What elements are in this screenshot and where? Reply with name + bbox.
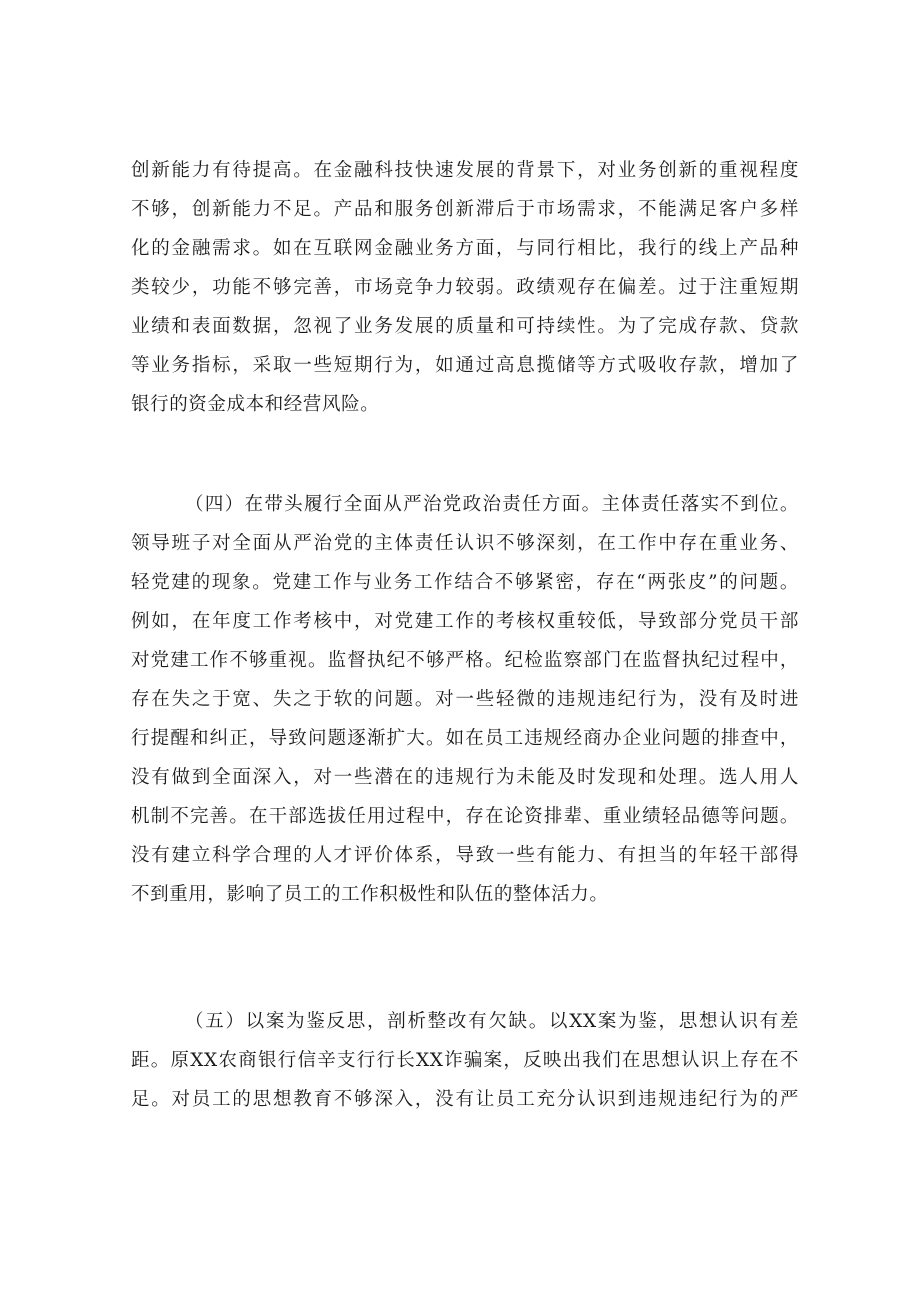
text-line: （四）在带头履行全面从严治党政治责任方面。主体责任落实不到位。 xyxy=(185,494,799,515)
text-line: 银行的资金成本和经营风险。 xyxy=(131,394,380,415)
text-line: 没有做到全面深入，对一些潜在的违规行为未能及时发现和处理。选人用人 xyxy=(131,767,799,788)
text-line: 机制不完善。在干部选拔任用过程中，存在论资排辈、重业绩轻品德等问题。 xyxy=(131,806,799,827)
text-line: 等业务指标，采取一些短期行为，如通过高息揽储等方式吸收存款，增加了 xyxy=(131,355,799,376)
paragraph-section-four xyxy=(131,485,799,914)
text-line: 例如，在年度工作考核中，对党建工作的考核权重较低，导致部分党员干部 xyxy=(131,611,799,632)
text-line: 行提醒和纠正，导致问题逐渐扩大。如在员工违规经商办企业问题的排查中， xyxy=(131,728,799,749)
text-line: 轻党建的现象。党建工作与业务工作结合不够紧密，存在“两张皮”的问题。 xyxy=(131,572,799,593)
text-line: 存在失之于宽、失之于软的问题。对一些轻微的违规违纪行为，没有及时进 xyxy=(131,689,799,710)
text-line: 业绩和表面数据，忽视了业务发展的质量和可持续性。为了完成存款、贷款 xyxy=(131,316,799,337)
text-line: 不够，创新能力不足。产品和服务创新滞后于市场需求，不能满足客户多样 xyxy=(131,199,799,220)
text-line: 创新能力有待提高。在金融科技快速发展的背景下，对业务创新的重视程度 xyxy=(131,160,799,181)
text-line: 没有建立科学合理的人才评价体系，导致一些有能力、有担当的年轻干部得 xyxy=(131,845,799,866)
text-line: 足。对员工的思想教育不够深入，没有让员工充分认识到违规违纪行为的严 xyxy=(131,1089,799,1110)
text-line: 对党建工作不够重视。监督执纪不够严格。纪检监察部门在监督执纪过程中， xyxy=(131,650,799,671)
text-line: 距。原XX农商银行信辛支行行长XX诈骗案，反映出我们在思想认识上存在不 xyxy=(131,1050,799,1071)
text-line: 领导班子对全面从严治党的主体责任认识不够深刻，在工作中存在重业务、 xyxy=(131,533,799,554)
text-line: 类较少，功能不够完善，市场竞争力较弱。政绩观存在偏差。过于注重短期 xyxy=(131,277,799,298)
text-line: 不到重用，影响了员工的工作积极性和队伍的整体活力。 xyxy=(131,884,609,905)
paragraph-section-five xyxy=(131,1002,799,1119)
text-line: 化的金融需求。如在互联网金融业务方面，与同行相比，我行的线上产品种 xyxy=(131,238,799,259)
paragraph-innovation xyxy=(131,151,799,424)
text-line: （五）以案为鉴反思，剖析整改有欠缺。以XX案为鉴，思想认识有差 xyxy=(185,1011,799,1032)
